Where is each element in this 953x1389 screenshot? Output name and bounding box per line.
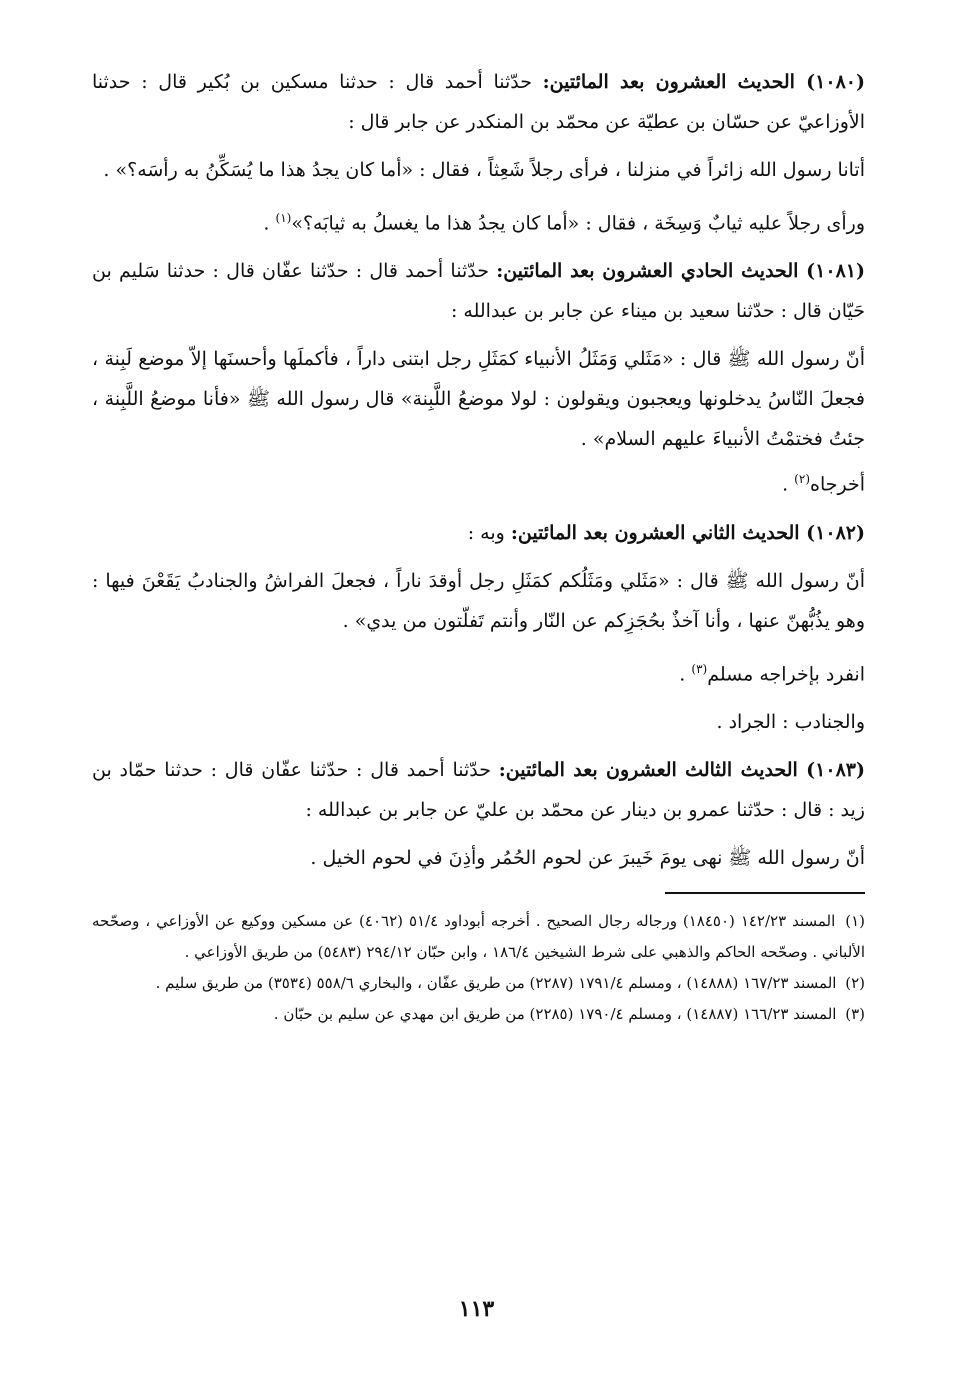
footnote-ref-3: (٣) — [691, 661, 708, 676]
hadith-1080-heading: (١٠٨٠) الحديث العشرون بعد المائتين: — [542, 71, 865, 93]
footnote-2-text: المسند ١٦٧/٢٣ (١٤٨٨٨) ، ومسلم ١٧٩١/٤ (٢٢٨٧) من طريق عفّان ، والبخاري ٥٥٨/٦ (٣٥٣٤) من طريق سليم . — [155, 973, 837, 992]
footnote-ref-1: (١) — [275, 211, 292, 225]
hadith-1080-isnad — [92, 62, 865, 142]
hadith-1082-gloss: والجنادب : الجراد . — [716, 710, 865, 733]
footnote-1-text: المسند ١٤٢/٢٣ (١٨٤٥٠) ورجاله رجال الصحيح . أخرجه أبوداود ٥١/٤ (٤٠٦٢) عن مسكين ووكيع عن الأوزاعي ، وصحّحه الألباني . وصحّحه الحاكم والذهبي على شرط الشيخين ١٨٦/٤ ، وابن حبّان ٢٩٤/١٢ (٥٤٨٣) من طريق الأوزاعي . — [92, 911, 865, 961]
footnote-2 — [92, 968, 865, 999]
hadith-1081-heading: (١٠٨١) الحديث الحادي العشرون بعد المائتين: — [496, 260, 865, 283]
footnote-3 — [92, 999, 865, 1030]
hadith-1082-heading: (١٠٨٢) الحديث الثاني العشرون بعد المائتين: — [510, 521, 865, 544]
footnote-3-text: المسند ١٦٦/٢٣ (١٤٨٨٧) ، ومسلم ١٧٩٠/٤ (٢٢٨٥) من طريق ابن مهدي عن سليم بن حبّان . — [273, 1004, 837, 1023]
hadith-1080-isnad-text: حدّثنا أحمد قال : حدثنا مسكين بن بُكير قال : حدثنا الأوزاعيّ عن حسّان بن عطيّة عن محمّد بن المنكدر عن جابر قال : — [92, 71, 865, 133]
footnote-2-number: (٢) — [845, 973, 865, 992]
hadith-1081-isnad — [92, 251, 865, 331]
hadith-1080-text-1: أتانا رسول الله زائراً في منزلنا ، فرأى رجلاً شَعِثاً ، فقال : «أما كان يجدُ هذا ما يُسَكِّنُ به رأسَه؟» . — [103, 159, 865, 181]
footnote-ref-2: (٢) — [794, 472, 810, 487]
hadith-1081-takhrij: أخرجاه$^{(٢)}$ . — [782, 472, 865, 496]
footnote-1 — [92, 906, 865, 968]
page-number: ١١٣ — [458, 1296, 495, 1322]
hadith-1083-heading: (١٠٨٣) الحديث الثالث العشرون بعد المائتين: — [498, 758, 865, 781]
hadith-1082-text: أنّ رسول الله ﷺ قال : «مَثَلي ومَثَلُكم كمَثَلِ رجل أوقدَ ناراً ، فجعلَ الفراشُ والجنادبُ يَقَعْنَ فيها : وهو يذُبُّهنّ عنها ، وأنا آخذٌ بحُجَزِكم عن النّار وأنتم تَفلّتون من يدي» . — [92, 569, 865, 632]
hadith-1082-isnad — [92, 513, 865, 553]
hadith-1083-isnad — [92, 750, 865, 830]
hadith-1083-text: أنّ رسول الله ﷺ نهى يومَ خَيبرَ عن لحوم الحُمُر وأذِنَ في لحوم الخيل . — [310, 846, 865, 869]
hadith-1082-isnad-text: وبه : — [467, 521, 505, 544]
footnote-divider — [665, 892, 865, 894]
hadith-1082-takhrij: انفرد بإخراجه مسلم$^{(٣)}$ . — [679, 661, 865, 685]
footnote-3-number: (٣) — [845, 1004, 865, 1023]
footnote-1-number: (١) — [845, 911, 865, 930]
hadith-1083-isnad-text: حدّثنا أحمد قال : حدّثنا عفّان قال : حدثنا حمّاد بن زيد : قال : حدّثنا عمرو بن دينار عن محمّد بن عليّ عن جابر بن عبدالله : — [92, 758, 865, 821]
hadith-1081-isnad-text: حدّثنا أحمد قال : حدّثنا عفّان قال : حدثنا سَليم بن حَيّان قال : حدّثنا سعيد بن ميناء عن جابر بن عبدالله : — [92, 260, 865, 323]
hadith-1080-text-2: ورأى رجلاً عليه ثيابٌ وَسِخَة ، فقال : «أما كان يجدُ هذا ما يغسلُ به ثيابَه؟»$^{(١)}$ . — [263, 211, 865, 235]
hadith-1081-text: أنّ رسول الله ﷺ قال : «مَثَلي وَمَثَلُ الأنبياء كمَثَلِ رجل ابتنى داراً ، فأكملَها وأحسنَها إلاّ موضع لَبِنة ، فجعلَ النّاسُ يدخلونها ويعجبون ويقولون : لولا موضعُ اللَّبِنة» قال رسول الله ﷺ «فأنا موضعُ اللَّبِنة ، جئتُ فختمْتُ الأنبياءَ عليهم السلام» . — [92, 348, 865, 451]
